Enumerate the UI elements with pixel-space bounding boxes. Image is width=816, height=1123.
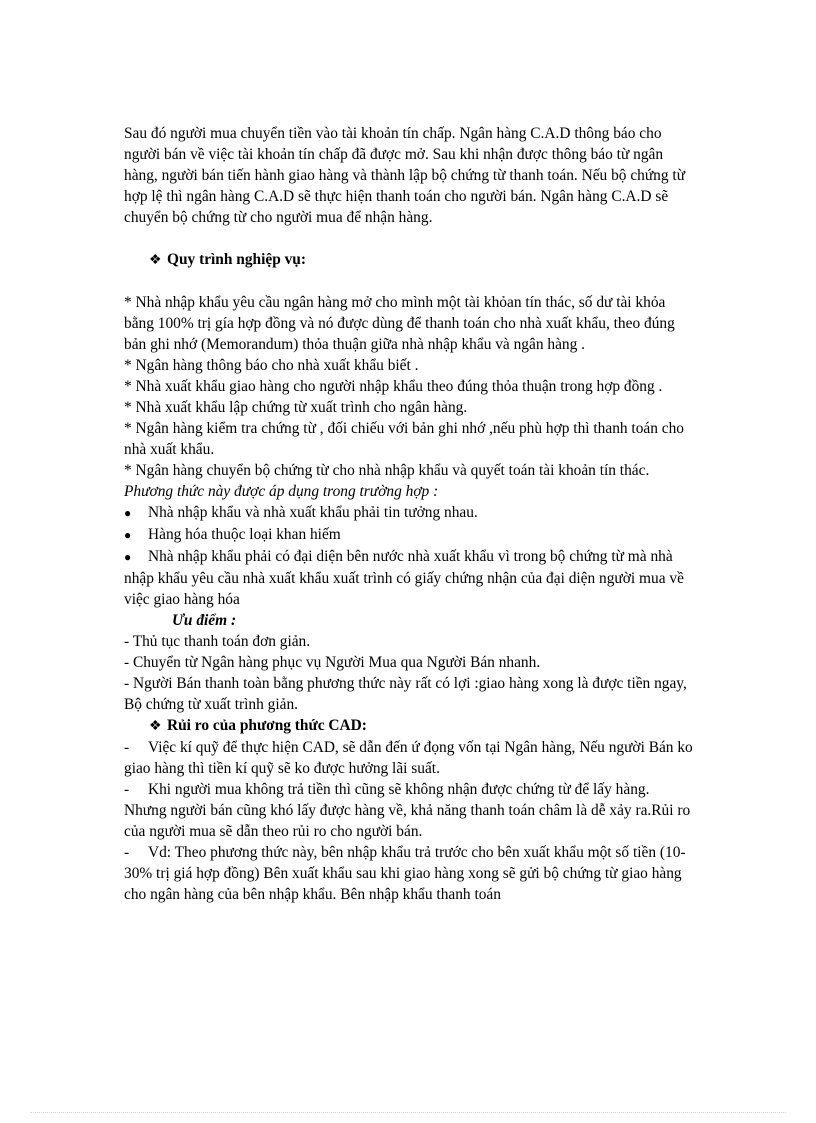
bullet-dot-icon: ● <box>124 528 132 542</box>
risk-heading-text: Rủi ro của phương thức CAD: <box>167 717 367 734</box>
process-step: * Ngân hàng chuyển bộ chứng từ cho nhà nhập khẩu và quyết toán tài khoản tín thác. <box>124 462 650 479</box>
process-step: * Nhà xuất khẩu lập chứng từ xuất trình cho ngân hàng. <box>124 399 468 416</box>
diamond-bullet-icon: ❖ <box>149 253 162 268</box>
dash-marker: - <box>124 844 130 861</box>
bullet-dot-icon: ● <box>124 550 132 564</box>
advantages-heading: Ưu điểm : <box>172 612 237 629</box>
dash-marker: - <box>124 739 130 756</box>
advantage-item: - Thủ tục thanh toán đơn giản. <box>124 633 311 650</box>
bullet-dot-icon: ● <box>124 506 132 520</box>
condition-item: ● Nhà nhập khẩu phải có đại diện bên nước nhà xuất khẩu vì trong bộ chứng từ mà nhà nhập khẩu yêu cầu nhà xuất khẩu xuất trình có giấy chứng nhận của đại diện người mua về việc giao hàng hóa <box>124 548 684 608</box>
risk-item: - Việc kí quỹ để thực hiện CAD, sẽ dẫn đến ứ đọng vốn tại Ngân hàng, Nếu người Bán ko giao hàng thì tiền kí quỹ sẽ ko được hưởng lãi suất. <box>124 739 693 777</box>
process-step: * Ngân hàng thông báo cho nhà xuất khẩu biết . <box>124 357 419 374</box>
risk-heading <box>149 715 694 737</box>
condition-item: ● Hàng hóa thuộc loại khan hiếm <box>124 524 694 546</box>
risk-item: - Khi người mua không trả tiền thì cũng sẽ không nhận được chứng từ để lấy hàng. Nhưng người bán cũng khó lấy được hàng về, khả năng thanh toán châm là dễ xảy ra.Rủi ro của người mua sẽ dẫn theo rủi ro cho người bán. <box>124 781 691 840</box>
advantage-item: - Chuyển từ Ngân hàng phục vụ Người Mua qua Người Bán nhanh. <box>124 654 541 671</box>
process-step: * Nhà xuất khẩu giao hàng cho người nhập khẩu theo đúng thỏa thuận trong hợp đồng . <box>124 378 663 395</box>
process-step: * Nhà nhập khẩu yêu cầu ngân hàng mở cho mình một tài khỏan tín thác, số dư tài khỏa bằng 100% trị gía hợp đồng và nó được dùng để thanh toán cho nhà xuất khẩu, theo đúng bản ghi nhớ (Memorandum) thỏa thuận giữa nhà nhập khẩu và ngân hàng . <box>124 294 675 353</box>
process-heading <box>149 249 694 271</box>
process-step: * Ngân hàng kiểm tra chứng từ , đối chiếu với bản ghi nhớ ,nếu phù hợp thì thanh toán cho nhà xuất khẩu. <box>124 420 684 458</box>
advantage-item: - Người Bán thanh toàn bằng phương thức này rất có lợi :giao hàng xong là được tiền ngay, Bộ chứng từ xuất trình giản. <box>124 675 687 713</box>
risk-item: - Vd: Theo phương thức này, bên nhập khẩu trả trước cho bên xuất khẩu một số tiền (10-30% trị giá hợp đồng) Bên xuất khẩu sau khi giao hàng xong sẽ gửi bộ chứng từ giao hàng cho ngân hàng của bên nhập khẩu. Bên nhập khẩu thanh toán <box>124 844 686 903</box>
dash-marker: - <box>124 781 130 798</box>
condition-item: ● Nhà nhập khẩu và nhà xuất khẩu phải tin tưởng nhau. <box>124 502 694 524</box>
applied-when-label: Phương thức này được áp dụng trong trường hợp : <box>124 483 439 500</box>
page-bottom-divider <box>30 1112 786 1113</box>
process-heading-text: Quy trình nghiệp vụ: <box>167 251 306 268</box>
intro-paragraph: Sau đó người mua chuyển tiền vào tài khoản tín chấp. Ngân hàng C.A.D thông báo cho người bán về việc tài khoản tín chấp đã được mở. Sau khi nhận được thông báo từ ngân hàng, người bán tiến hành giao hàng và thành lập bộ chứng từ thanh toán. Nếu bộ chứng từ hợp lệ thì ngân hàng C.A.D sẽ thực hiện thanh toán cho người bán. Ngân hàng C.A.D sẽ chuyển bộ chứng từ cho người mua để nhận hàng. <box>124 125 686 226</box>
document-page <box>124 123 694 905</box>
diamond-bullet-icon: ❖ <box>149 719 162 734</box>
